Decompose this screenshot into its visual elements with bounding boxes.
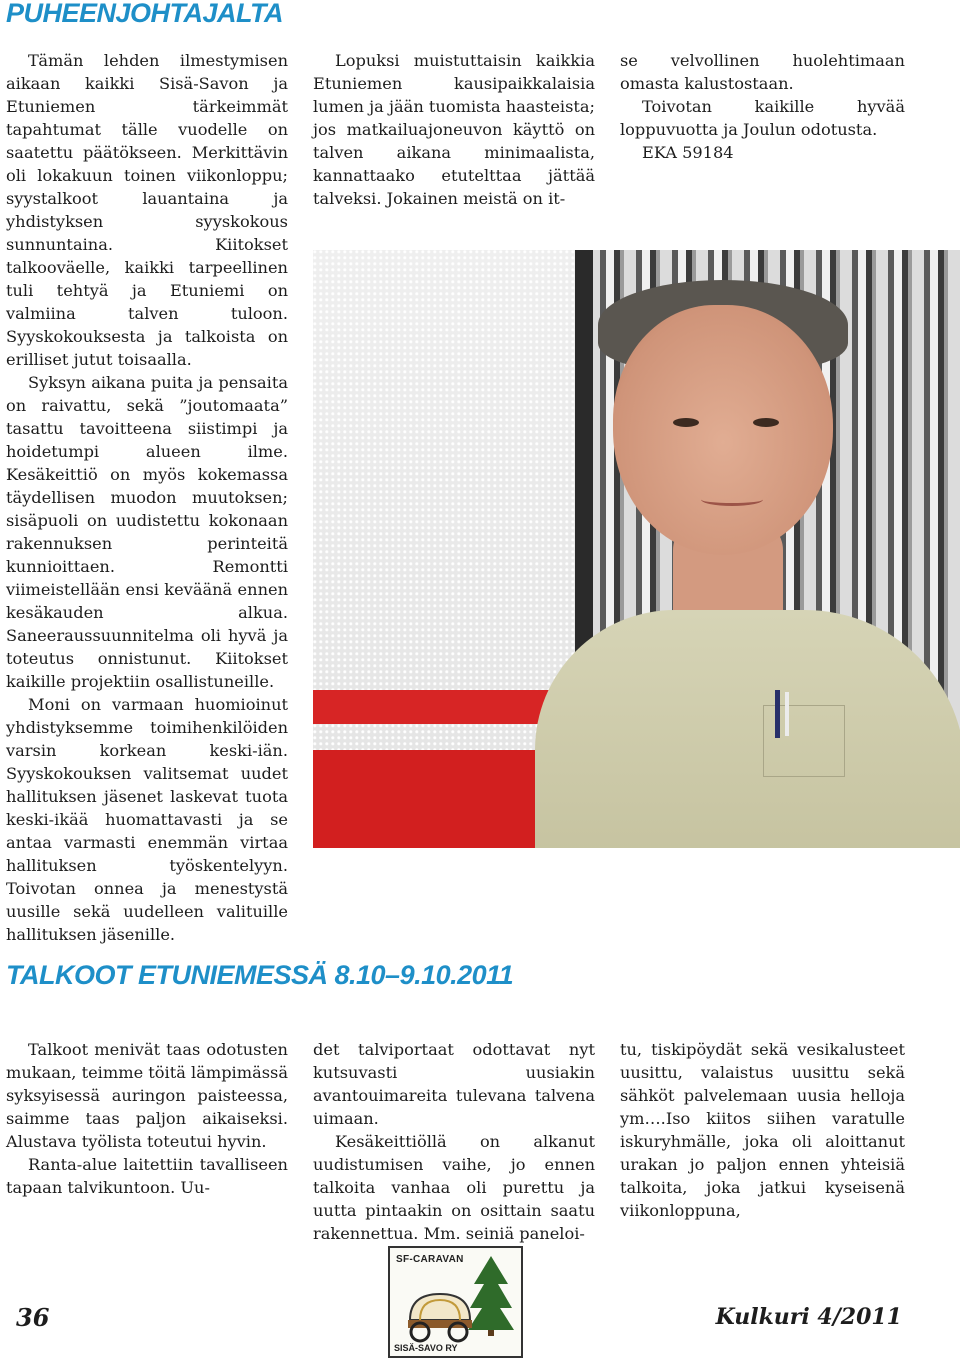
article2-column-2 (313, 1038, 595, 1245)
paragraph: Ranta-alue laitettiin tavalliseen tapaan talvikuntoon. Uu- (6, 1155, 288, 1197)
paragraph: Kesäkeittiöllä on alkanut uudistumisen vaihe, jo ennen talkoita vanhaa oli purettu ja uutta pintaakin on osittain saatu rakennettua. Mm. seiniä paneloi- (313, 1132, 595, 1243)
article2-column-1 (6, 1038, 288, 1199)
paragraph: det talviportaat odottavat nyt kutsuvasti uusiakin avantouimareita tulevana talvena uimaan. (313, 1040, 595, 1128)
paragraph: tu, tiskipöydät sekä vesikalusteet uusittu, valaistus uusittu sekä sähköt palvelemaan uusia helloja ym….Iso kiitos siihen varatulle iskuryhmälle, joka oli aloittanut urakan jo paljon ennen yhteisiä talkoita, joka jatkui kyseisenä viikonloppuna, (620, 1040, 905, 1220)
magazine-issue: Kulkuri 4/2011 (715, 1304, 902, 1330)
paragraph: Syksyn aikana puita ja pensaita on raivattu, sekä ”joutomaata” tasattu tavoitteena siistimpi ja hoidetumpi alueen ilme. Kesäkeittiö on myös kokemassa täydellisen muodon muutoksen; sisäpuoli on uudistettu kokonaan rakennuksen perinteitä kunnioittaen. Remontti viimeistellään ensi keväänä ennen kesäkauden alkua. Saneeraussuunnitelma oli hyvä ja toteutus onnistunut. Kiitokset kaikille projektiin osallistuneille. (6, 373, 288, 691)
article-column-3 (620, 49, 905, 164)
article-column-1 (6, 49, 288, 946)
article-column-2 (313, 49, 595, 210)
article2-column-3 (620, 1038, 905, 1222)
logo-bottom-text: SISÄ-SAVO RY (394, 1343, 458, 1353)
section-title: PUHEENJOHTAJALTA (6, 0, 284, 28)
paragraph: se velvollinen huolehtimaan omasta kalustostaan. (620, 51, 905, 93)
wagon-icon (400, 1284, 480, 1344)
paragraph: Tämän lehden ilmestymisen aikaan kaikki Sisä-Savon ja Etuniemen tärkeimmät tapahtumat tälle vuodelle on saatettu päätökseen. Merkittävin oli lokakuun toinen viikonloppu; syystalkoot lauantaina ja yhdistyksen syyskokous sunnuntaina. Kiitokset talkooväelle, kaikki tarpeellinen tuli tehtyä ja Etuniemi on valmiina talven tuloon. Syyskokouksesta ja talkoista on erilliset jutut toisaalla. (6, 51, 288, 369)
paragraph: Moni on varmaan huomioinut yhdistyksemme toimihenkilöiden varsin korkean keski-iän. Syyskokouksen valitsemat uudet hallituksen jäsenet laskevat tuota keski-ikää huomattavasti ja se antaa varmasti enemmän virtaa hallituksen työskentelyyn. Toivotan onnea ja menestystä uusille sekä uudelleen valituille hallituksen jäsenille. (6, 695, 288, 944)
article-title: TALKOOT ETUNIEMESSÄ 8.10–9.10.2011 (6, 960, 514, 990)
paragraph: Lopuksi muistuttaisin kaikkia Etuniemen kausipaikkalaisia lumen ja jään tuomista haasteista; jos matkailuajoneuvon käyttö on talven aikana minimaalista, kannattaako etutelttaa jättää talveksi. Jokainen meistä on it- (313, 51, 595, 208)
portrait-photo (313, 250, 960, 848)
logo-top-text: SF-CARAVAN (396, 1254, 464, 1265)
page-number: 36 (16, 1303, 50, 1332)
signature: EKA 59184 (642, 143, 734, 162)
club-logo (388, 1246, 523, 1358)
paragraph: Talkoot menivät taas odotusten mukaan, teimme töitä lämpimässä syksyisessä auringon paisteessa, saimme taas paljon aikaiseksi. Alustava työlista toteutui hyvin. (6, 1040, 289, 1151)
paragraph: Toivotan kaikille hyvää loppuvuotta ja Joulun odotusta. (620, 97, 905, 139)
